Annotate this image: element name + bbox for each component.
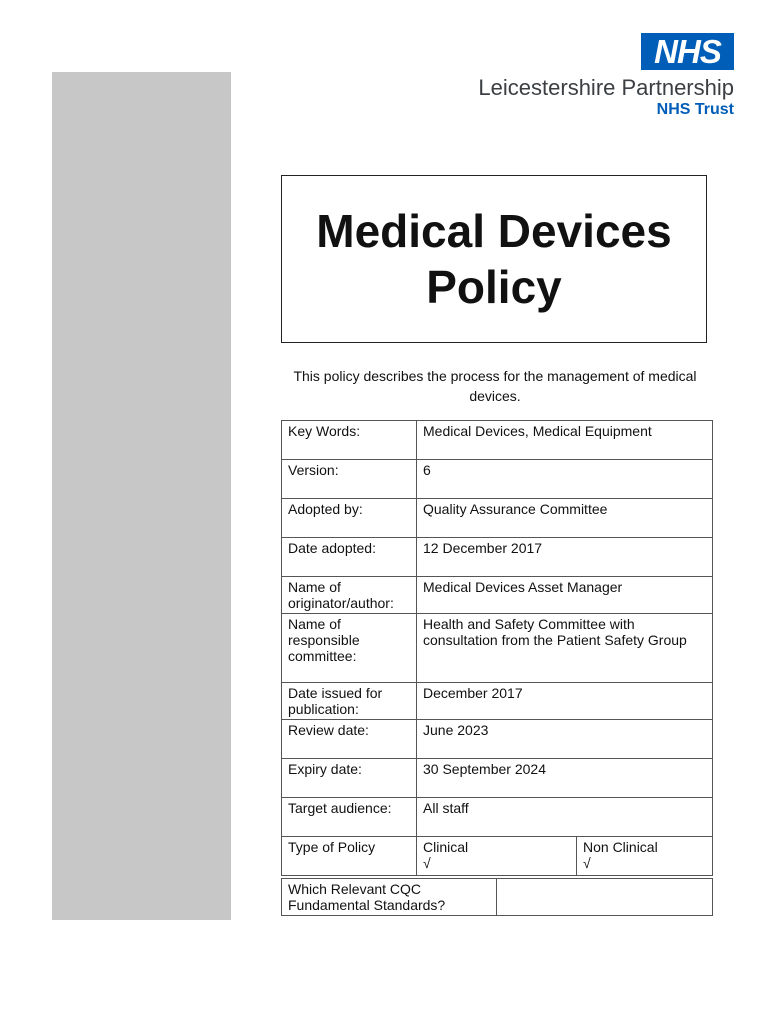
table-row [282,421,713,460]
clinical-label: Clinical [423,839,469,855]
non-clinical-check-mark: √ [583,855,591,871]
policy-description: This policy describes the process for the management of medical devices. [293,368,697,404]
clinical-cell [417,837,577,876]
row-value: Quality Assurance Committee [417,499,713,538]
cqc-label: Which Relevant CQC Fundamental Standards? [282,879,497,916]
row-label: Date issued for publication: [282,683,417,720]
row-label: Key Words: [282,421,417,460]
row-value: 30 September 2024 [417,759,713,798]
title-line-1: Medical Devices [316,205,672,257]
row-value: Medical Devices, Medical Equipment [417,421,713,460]
row-label: Expiry date: [282,759,417,798]
document-title [316,203,671,315]
non-clinical-label: Non Clinical [583,839,658,855]
table-row [282,577,713,614]
table-row [282,759,713,798]
row-label: Type of Policy [282,837,417,876]
row-label: Target audience: [282,798,417,837]
clinical-check-mark: √ [423,855,431,871]
cqc-value [497,879,713,916]
table-row [282,720,713,759]
policy-type-row [282,837,713,876]
table-row [282,683,713,720]
grey-side-bar [52,72,231,920]
row-value: 6 [417,460,713,499]
row-label: Version: [282,460,417,499]
title-line-2: Policy [426,261,562,313]
row-label: Date adopted: [282,538,417,577]
nhs-logo: NHS [641,33,734,70]
table-row [282,614,713,683]
row-label: Adopted by: [282,499,417,538]
title-box [281,175,707,343]
row-value: December 2017 [417,683,713,720]
row-value: June 2023 [417,720,713,759]
table-row [282,538,713,577]
row-value: 12 December 2017 [417,538,713,577]
table-row [282,879,713,916]
org-name: Leicestershire Partnership [478,75,734,100]
table-row [282,798,713,837]
table-row [282,499,713,538]
cqc-standards-table [281,878,713,916]
non-clinical-cell [577,837,713,876]
table-row [282,460,713,499]
row-label: Review date: [282,720,417,759]
org-subtitle: NHS Trust [656,101,734,118]
row-label: Name of responsible committee: [282,614,417,683]
row-value: Health and Safety Committee with consultation from the Patient Safety Group [417,614,713,683]
row-value: All staff [417,798,713,837]
policy-details-table [281,420,713,876]
row-label: Name of originator/author: [282,577,417,614]
row-value: Medical Devices Asset Manager [417,577,713,614]
